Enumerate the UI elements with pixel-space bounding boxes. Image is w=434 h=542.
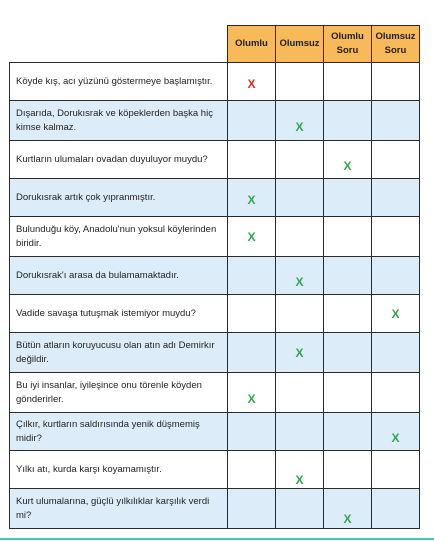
- x-mark: X: [391, 430, 400, 445]
- answer-cell: [324, 101, 372, 141]
- answer-cell: [372, 413, 420, 451]
- header-olumsuz-soru: Olumsuz Soru: [372, 26, 420, 63]
- answer-cell: [276, 179, 324, 217]
- x-mark: X: [247, 229, 256, 244]
- grammar-table: [9, 25, 420, 529]
- answer-cell: [228, 451, 276, 489]
- answer-cell: [324, 333, 372, 373]
- header-olumlu: Olumlu: [228, 26, 276, 63]
- table-row: [10, 489, 420, 529]
- answer-cell: [276, 333, 324, 373]
- table-row: [10, 295, 420, 333]
- answer-cell: [276, 295, 324, 333]
- answer-cell: [228, 101, 276, 141]
- answer-cell: [228, 217, 276, 257]
- answer-cell: [228, 179, 276, 217]
- answer-cell: [372, 63, 420, 101]
- answer-cell: [372, 101, 420, 141]
- sentence-cell: Bulunduğu köy, Anadolu'nun yoksul köylerinden biridir.: [10, 217, 228, 257]
- answer-cell: [228, 141, 276, 179]
- answer-cell: [372, 451, 420, 489]
- x-mark: X: [295, 472, 304, 487]
- x-mark: X: [343, 158, 352, 173]
- answer-cell: [228, 413, 276, 451]
- answer-cell: [324, 413, 372, 451]
- table-row: [10, 217, 420, 257]
- answer-cell: [276, 489, 324, 529]
- x-mark: X: [391, 306, 400, 321]
- sentence-cell: Bütün atların koruyucusu olan atın adı Demirkır değildir.: [10, 333, 228, 373]
- answer-cell: [276, 413, 324, 451]
- answer-cell: [372, 489, 420, 529]
- answer-cell: [324, 295, 372, 333]
- page-bottom-rule: [0, 538, 434, 540]
- table-body: [10, 63, 420, 529]
- table-row: [10, 413, 420, 451]
- answer-cell: [324, 451, 372, 489]
- sentence-cell: Kurt ulumalarına, güçlü yılkılıklar karşılık verdi mi?: [10, 489, 228, 529]
- answer-cell: [228, 489, 276, 529]
- answer-cell: [372, 179, 420, 217]
- sentence-cell: Bu iyi insanlar, iyileşince onu törenle köyden gönderirler.: [10, 373, 228, 413]
- answer-cell: [372, 373, 420, 413]
- answer-cell: [276, 63, 324, 101]
- table-row: [10, 101, 420, 141]
- answer-cell: [228, 63, 276, 101]
- answer-cell: [372, 217, 420, 257]
- table-row: [10, 63, 420, 101]
- header-olumsuz: Olumsuz: [276, 26, 324, 63]
- header-blank: [10, 26, 228, 63]
- table-row: [10, 257, 420, 295]
- answer-cell: [228, 333, 276, 373]
- answer-cell: [324, 141, 372, 179]
- table-row: [10, 141, 420, 179]
- answer-cell: [324, 257, 372, 295]
- answer-cell: [324, 179, 372, 217]
- table-row: [10, 333, 420, 373]
- sentence-cell: Dorukısrak artık çok yıpranmıştır.: [10, 179, 228, 217]
- x-mark: X: [295, 119, 304, 134]
- answer-cell: [372, 333, 420, 373]
- answer-cell: [324, 373, 372, 413]
- table-row: [10, 179, 420, 217]
- answer-cell: [276, 141, 324, 179]
- answer-cell: [324, 489, 372, 529]
- header-olumlu-soru: Olumlu Soru: [324, 26, 372, 63]
- x-mark: X: [295, 345, 304, 360]
- sentence-cell: Vadide savaşa tutuşmak istemiyor muydu?: [10, 295, 228, 333]
- sentence-cell: Dorukısrak'ı arasa da bulamamaktadır.: [10, 257, 228, 295]
- table-row: [10, 373, 420, 413]
- answer-cell: [372, 257, 420, 295]
- x-mark: X: [343, 511, 352, 526]
- answer-cell: [324, 63, 372, 101]
- answer-cell: [372, 295, 420, 333]
- sentence-cell: Dışarıda, Dorukısrak ve köpeklerden başka hiç kimse kalmaz.: [10, 101, 228, 141]
- answer-cell: [276, 101, 324, 141]
- answer-cell: [276, 257, 324, 295]
- sentence-cell: Çılkır, kurtların saldırısında yenik düşmemiş midir?: [10, 413, 228, 451]
- x-mark: X: [295, 274, 304, 289]
- answer-cell: [372, 141, 420, 179]
- x-mark: X: [247, 76, 256, 91]
- table-row: [10, 451, 420, 489]
- sentence-cell: Kurtların ulumaları ovadan duyuluyor muydu?: [10, 141, 228, 179]
- answer-cell: [276, 373, 324, 413]
- answer-cell: [324, 217, 372, 257]
- header-row: [10, 26, 420, 63]
- answer-cell: [228, 257, 276, 295]
- sentence-cell: Yılkı atı, kurda karşı koyamamıştır.: [10, 451, 228, 489]
- answer-cell: [276, 217, 324, 257]
- answer-cell: [228, 295, 276, 333]
- x-mark: X: [247, 391, 256, 406]
- sentence-cell: Köyde kış, acı yüzünü göstermeye başlamıştır.: [10, 63, 228, 101]
- x-mark: X: [247, 192, 256, 207]
- answer-cell: [228, 373, 276, 413]
- answer-cell: [276, 451, 324, 489]
